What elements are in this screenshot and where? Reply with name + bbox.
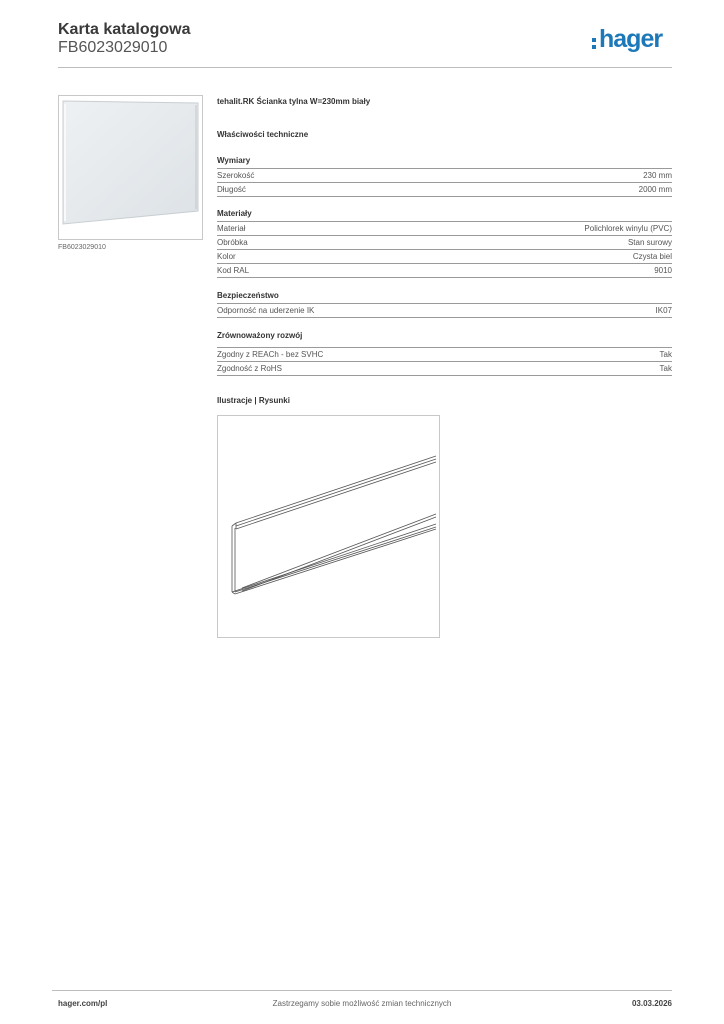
page-title: Karta katalogowa	[58, 21, 191, 38]
spec-value: Tak	[659, 350, 672, 359]
group-divider	[217, 196, 672, 197]
spec-row-width	[217, 168, 672, 182]
group-title-dimensions: Wymiary	[217, 156, 251, 165]
footer-date: 03.03.2026	[631, 999, 672, 1008]
group-title-sustainability: Zrównoważony rozwój	[217, 331, 303, 340]
spec-label: Materiał	[217, 224, 246, 233]
group-divider	[217, 317, 672, 318]
spec-value: IK07	[655, 306, 672, 315]
spec-row-ik	[217, 303, 672, 317]
spec-row-rohs	[217, 361, 672, 375]
group-divider	[217, 375, 672, 376]
footer-divider	[52, 990, 672, 991]
illustrations-title: Ilustracje | Rysunki	[217, 396, 290, 405]
spec-row-finish	[217, 235, 672, 249]
footer-disclaimer: Zastrzegamy sobie możliwość zmian technicznych	[272, 999, 452, 1008]
spec-label: Szerokość	[217, 171, 255, 180]
footer-website-link[interactable]: hager.com/pl	[58, 999, 108, 1008]
spec-value: 2000 mm	[638, 185, 672, 194]
spec-label: Obróbka	[217, 238, 248, 247]
spec-label: Kolor	[217, 252, 236, 261]
spec-row-color	[217, 249, 672, 263]
spec-value: 9010	[654, 266, 672, 275]
spec-row-length	[217, 182, 672, 196]
group-title-safety: Bezpieczeństwo	[217, 291, 279, 300]
spec-value: Tak	[659, 364, 672, 373]
group-divider	[217, 277, 672, 278]
header-divider	[58, 67, 672, 68]
specs-section-title: Właściwości techniczne	[217, 130, 309, 139]
spec-label: Długość	[217, 185, 246, 194]
spec-label: Kod RAL	[217, 266, 250, 275]
group-title-materials: Materiały	[217, 209, 252, 218]
spec-label: Odporność na uderzenie IK	[217, 306, 315, 315]
product-image-caption: FB6023029010	[58, 244, 106, 251]
spec-label: Zgodność z RoHS	[217, 364, 282, 373]
back-panel-photo-icon	[59, 96, 202, 239]
product-code: FB6023029010	[58, 39, 168, 56]
spec-row-reach	[217, 347, 672, 361]
back-panel-drawing-icon	[218, 416, 439, 637]
spec-row-ral	[217, 263, 672, 277]
logo-text: hager	[599, 25, 663, 53]
spec-value: Polichlorek winylu (PVC)	[584, 224, 672, 233]
logo-dots-icon	[592, 38, 597, 52]
product-image	[58, 95, 203, 240]
spec-row-material	[217, 221, 672, 235]
spec-label: Zgodny z REACh - bez SVHC	[217, 350, 324, 359]
technical-drawing	[217, 415, 440, 638]
spec-value: 230 mm	[643, 171, 672, 180]
spec-value: Stan surowy	[627, 238, 672, 247]
product-name: tehalit.RK Ścianka tylna W=230mm biały	[217, 97, 371, 106]
spec-value: Czysta biel	[632, 252, 672, 261]
